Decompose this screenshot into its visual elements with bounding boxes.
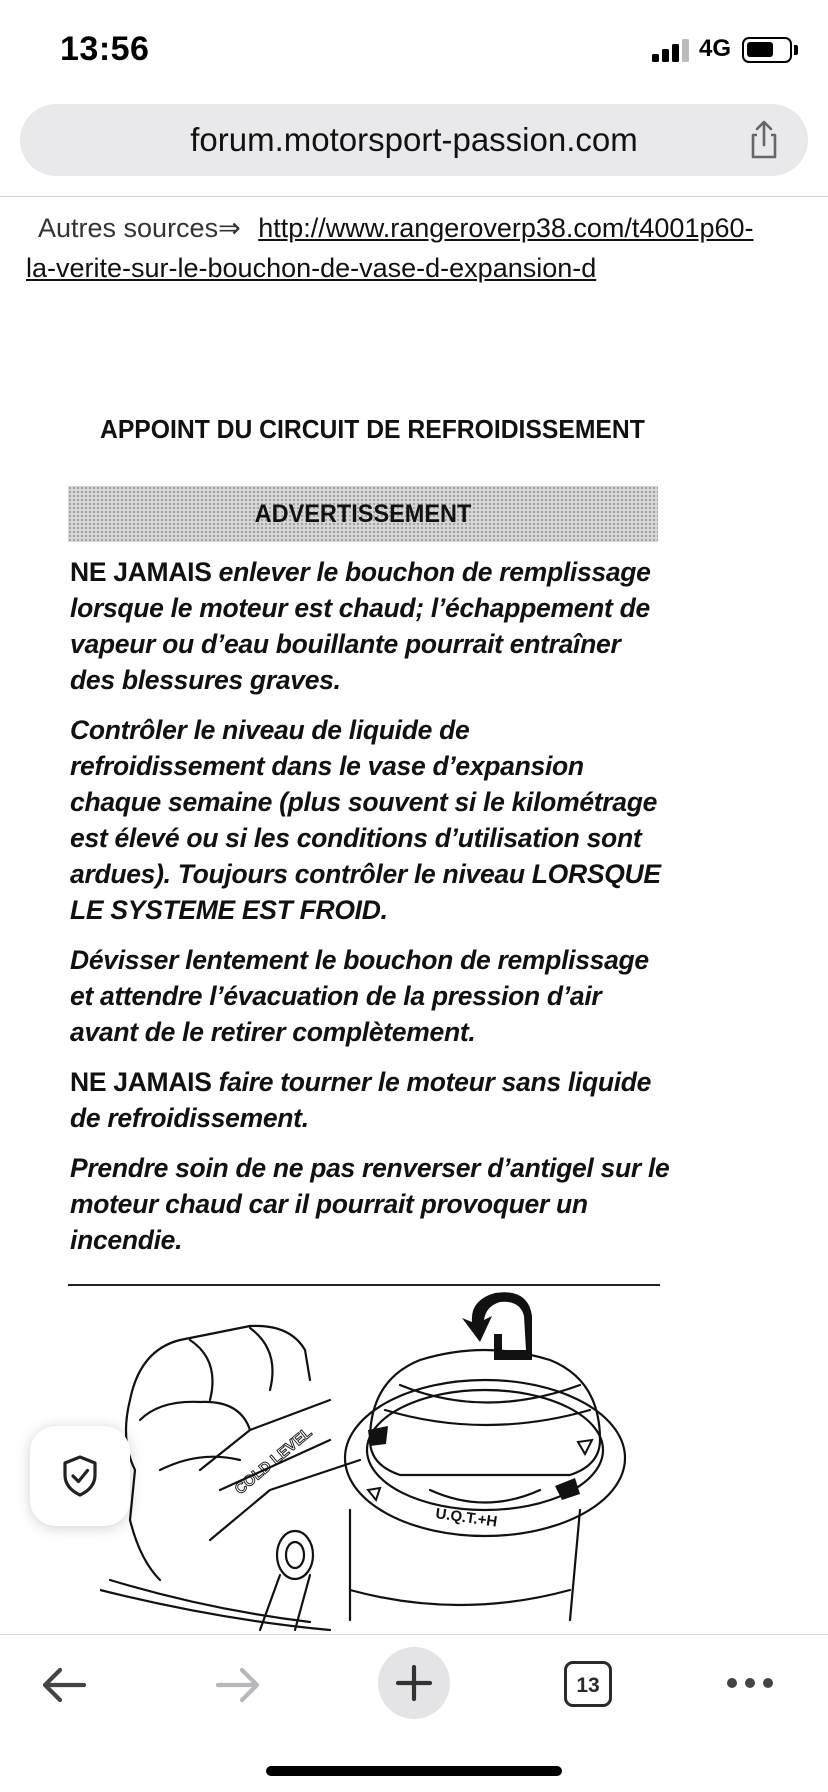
shield-check-icon [60, 1454, 100, 1498]
cold-level-label: COLD LEVEL [231, 1423, 316, 1499]
tab-count: 13 [576, 1674, 600, 1697]
paragraph-1-lead: NE JAMAIS [70, 557, 212, 587]
status-bar [0, 0, 828, 100]
more-icon[interactable] [724, 1675, 776, 1691]
warning-paragraph-3 [70, 942, 670, 1050]
warning-paragraph-2 [70, 712, 670, 928]
manual-divider [68, 1284, 660, 1286]
expansion-tank-illustration [100, 1290, 660, 1635]
paragraph-3-text: Dévisser lentement le bouchon de remplissage et attendre l’évacuation de la pression d’air avant de le retirer complètement. [70, 945, 649, 1047]
plus-icon [395, 1664, 433, 1702]
warning-paragraph-5 [70, 1150, 670, 1258]
warning-paragraph-4 [70, 1064, 670, 1136]
manual-heading: APPOINT DU CIRCUIT DE REFROIDISSEMENT [100, 414, 645, 444]
paragraph-2-text: Contrôler le niveau de liquide de refroidissement dans le vase d’expansion chaque semaine (plus souvent si le kilométrage est élevé ou si les conditions d’utilisation sont ardues). Toujours contrôler le niveau [70, 715, 658, 889]
paragraph-4-text: faire tourner le moteur sans liquide de refroidissement. [70, 1067, 652, 1133]
paragraph-5-text: Prendre soin de ne pas renverser d’antigel sur le moteur chaud car il pourrait provoquer un incendie. [70, 1153, 670, 1255]
back-arrow-icon[interactable] [38, 1663, 90, 1707]
signal-icon [652, 38, 692, 62]
cap-marking-label: U.Q.T.+H [434, 1505, 499, 1531]
url-text[interactable]: forum.motorsport-passion.com [190, 121, 638, 158]
header-divider [0, 196, 828, 197]
sources-label: Autres sources⇒ [38, 213, 241, 243]
network-label: 4G [699, 35, 732, 62]
privacy-shield-button[interactable] [30, 1426, 130, 1526]
paragraph-1-text: enlever le bouchon de remplissage lorsque le moteur est chaud; l’échappement de vapeur ou d’eau bouillante pourrait entraîner des blessures graves. [70, 557, 651, 695]
warning-title: ADVERTISSEMENT [254, 500, 472, 528]
address-bar[interactable] [20, 104, 808, 176]
forward-arrow-icon[interactable] [212, 1663, 264, 1707]
new-tab-button[interactable] [378, 1647, 450, 1719]
warning-banner [68, 486, 658, 542]
sources-line [26, 208, 802, 288]
home-indicator [266, 1766, 562, 1776]
source-link-line1[interactable]: http://www.rangeroverp38.com/t4001p60- [258, 213, 754, 243]
warning-paragraph-1 [70, 554, 670, 698]
paragraph-2-end: . [380, 895, 388, 925]
battery-tip [794, 45, 798, 55]
paragraph-4-lead: NE JAMAIS [70, 1067, 212, 1097]
battery-icon [742, 37, 792, 63]
status-time: 13:56 [60, 30, 150, 68]
source-link-line2[interactable]: la-verite-sur-le-bouchon-de-vase-d-expansion-d [26, 253, 597, 283]
paragraph-2-caps: LORSQUE LE SYSTEME EST FROID [70, 859, 661, 925]
share-icon[interactable] [742, 118, 786, 162]
tabs-button[interactable] [564, 1661, 612, 1707]
